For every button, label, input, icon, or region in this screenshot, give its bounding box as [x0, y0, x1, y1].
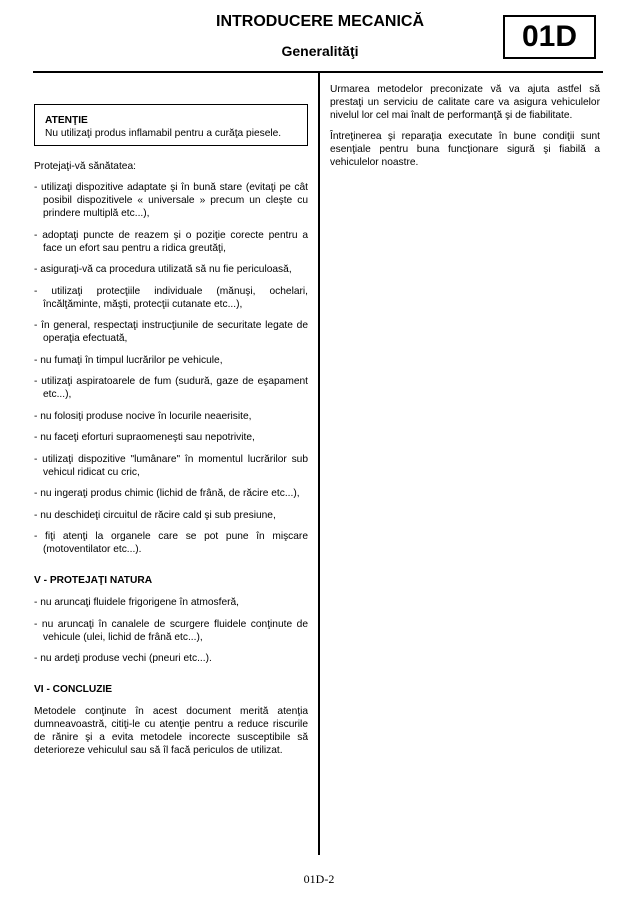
list-item: - nu ingeraţi produs chimic (lichid de frână, de răcire etc...), — [34, 488, 300, 499]
list-item: - asiguraţi-vă ca procedura utilizată să nu fie periculoasă, — [34, 264, 292, 275]
section-code-badge: 01D — [503, 15, 596, 59]
list-item: - nu aruncaţi fluidele frigorigene în atmosferă, — [34, 597, 239, 608]
conclusion-text: Metodele conţinute în acest document merită atenţia dumneavoastră, citiţi-le cu atenţie pentru a reduce riscurile de rănire şi a evita metodele incorecte susceptibile să deterioreze vehiculul sau să îl facă periculos de utilizat. — [34, 706, 308, 756]
list-item: - adoptaţi puncte de reazem şi o poziţie corecte pentru a face un efort sau pentru a ridica greutăţi, — [34, 229, 308, 254]
list-item: - utilizaţi aspiratoarele de fum (sudură, gaze de eşapament etc...), — [34, 376, 308, 400]
list-item: - în general, respectaţi instrucţiunile de securitate legate de operaţia efectuată, — [34, 320, 308, 344]
list-item: - nu faceţi eforturi supraomeneşti sau nepotrivite, — [34, 432, 255, 443]
right-column — [330, 83, 600, 177]
health-intro: Protejaţi-vă sănătatea: — [34, 161, 136, 172]
list-item: - utilizaţi dispozitive "lumânare" în momentul lucrărilor sub vehicul ridicat cu cric, — [34, 453, 308, 478]
list-item: - nu fumaţi în timpul lucrărilor pe vehicule, — [34, 354, 223, 366]
section-heading-protect-nature: V - PROTEJAŢI NATURA — [34, 575, 153, 586]
warning-box — [34, 104, 308, 146]
paragraph: Urmarea metodelor preconizate vă va ajuta astfel să prestaţi un serviciu de calitate care va asigura vehiculelor nivelul lor cel mai înalt de performanţă şi de fiabilitate. — [330, 84, 600, 121]
list-item: - nu ardeţi produse vechi (pneuri etc...). — [34, 653, 212, 664]
list-item: - nu aruncaţi în canalele de scurgere fluidele conţinute de vehicule (ulei, lichid de frână etc...), — [34, 618, 308, 643]
page-number: 01D-2 — [303, 872, 335, 886]
list-item: - nu folosiţi produse nocive în locurile neaerisite, — [34, 410, 252, 422]
document-subtitle: Generalităţi — [281, 43, 359, 59]
list-item: - fiţi atenţi la organele care se pot pune în mişcare (motoventilator etc...). — [34, 531, 308, 555]
warning-text: Nu utilizaţi produs inflamabil pentru a curăţa piesele. — [45, 128, 282, 139]
list-item: - utilizaţi protecţiile individuale (mănuşi, ochelari, încălţăminte, măşti, protecţii cutanate etc...), — [34, 285, 308, 310]
section-heading-conclusion: VI - CONCLUZIE — [34, 684, 113, 695]
list-item: - utilizaţi dispozitive adaptate şi în bună stare (evitaţi pe cât posibil dispozitivele « universale » precum un cleşte cu prindere multiplă etc...), — [34, 182, 308, 219]
column-divider — [318, 73, 320, 855]
document-title: INTRODUCERE MECANICĂ — [216, 13, 424, 30]
left-column — [34, 100, 308, 765]
paragraph: Întreţinerea şi reparaţia executate în bune condiţii sunt esenţiale pentru buna funcţionare sigură şi fiabilă a vehiculelor noastre. — [330, 131, 600, 168]
warning-title: ATENŢIE — [45, 115, 88, 126]
list-item: - nu deschideţi circuitul de răcire cald şi sub presiune, — [34, 509, 276, 521]
